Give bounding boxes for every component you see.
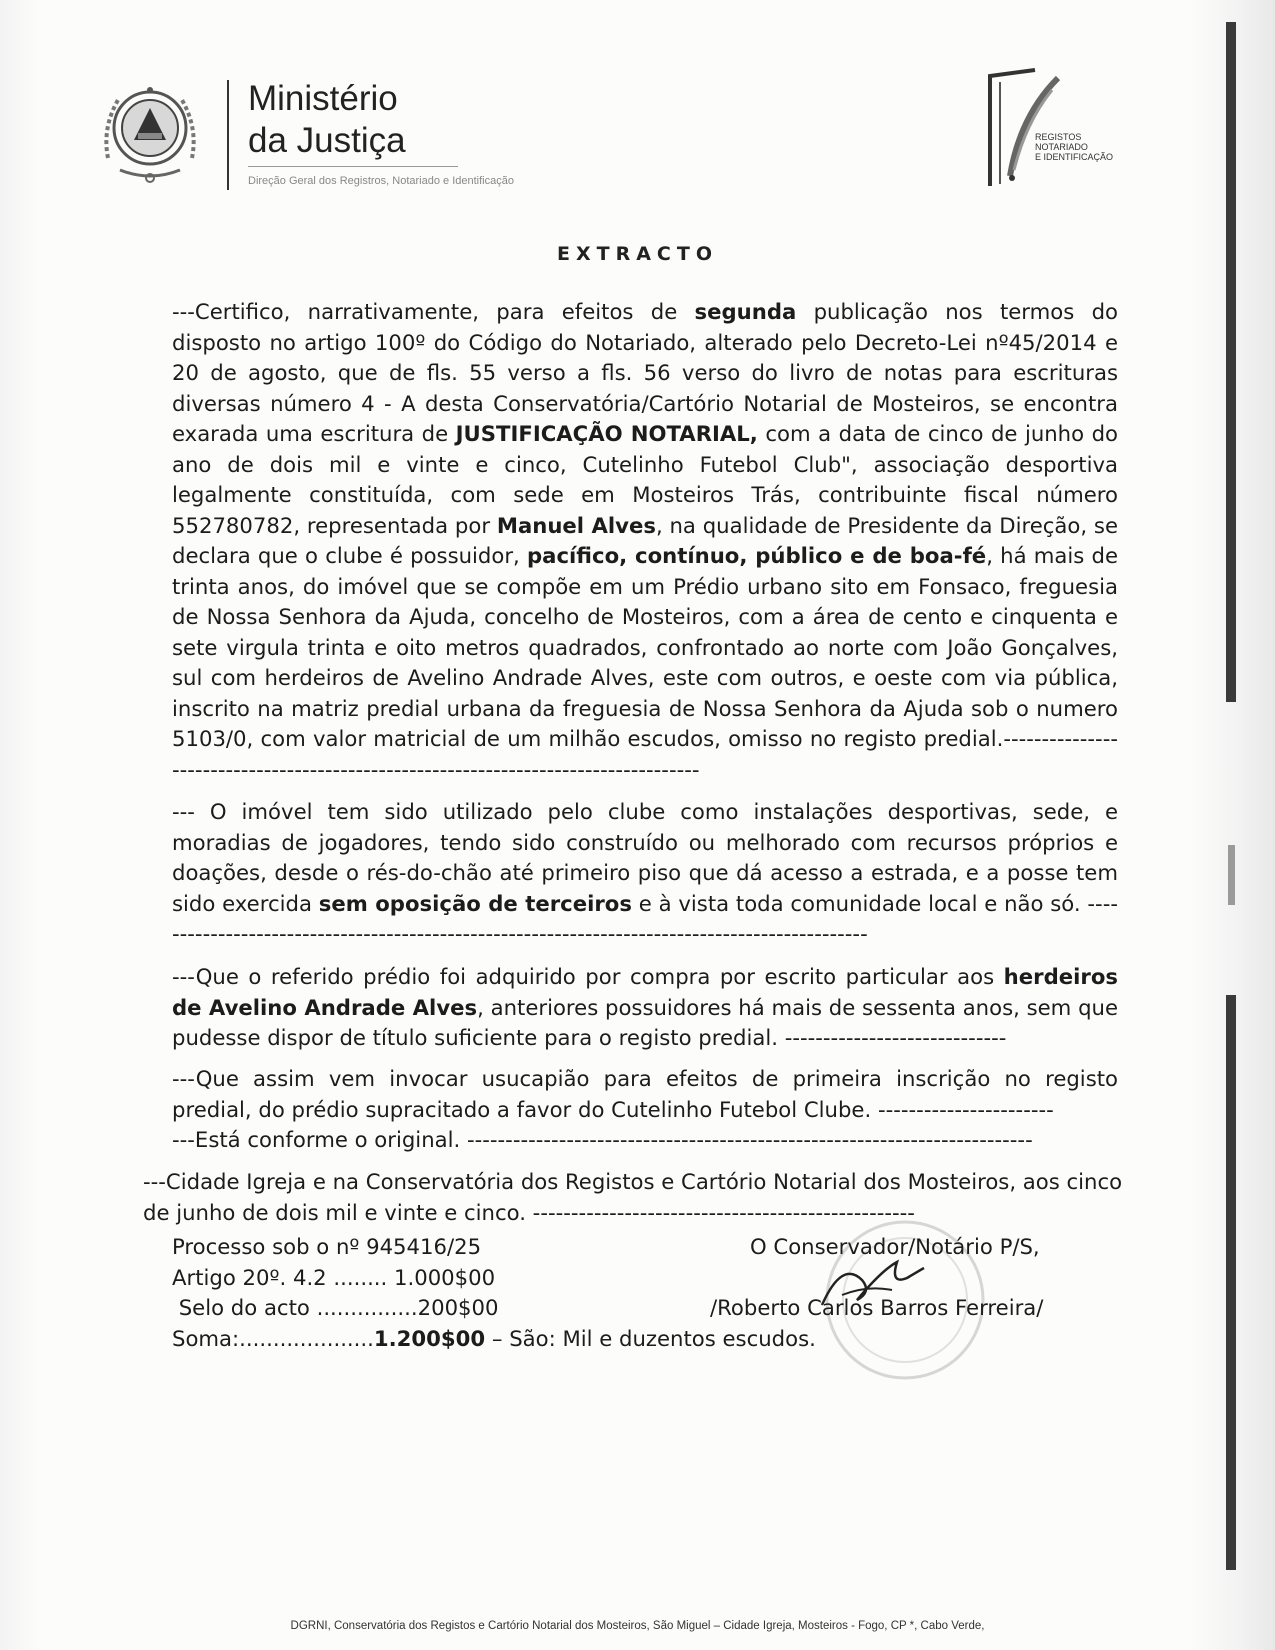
process-number: Processo sob o nº 945416/25 [172, 1234, 482, 1259]
p1-run-8: , há mais de trinta anos, do imóvel que se compõe em um Prédio urbano sito em Fonsaco, freguesia de Nossa Senhora da Ajuda, concelho de Mosteiros, com a área de cento e cinquenta e sete virgula trinta e oito metros quadrados, confrontado ao norte com João Gonçalves, sul com herdeiros de Avelino Andrade Alves, este com outros, e oeste com via pública, inscrito na matriz predial urbana da freguesia de Nossa Senhora da Ajuda sob o numero 5103/0, com valor matricial de um milhão escudos, omisso no registo predial.------------------------------------------------------------------------------------ [172, 543, 1119, 782]
p1-run-1: segunda [694, 299, 797, 324]
registos-logo-icon [980, 66, 1130, 196]
p3-run-2: , anteriores possuidores há mais de sessenta anos, sem que pudesse dispor de título suficiente para o registo predial. ----------------------------- [172, 994, 1118, 1050]
ministry-subtitle: Direção Geral dos Registros, Notariado e Identificação [248, 175, 514, 187]
p1-run-2: publicação nos termos do disposto no artigo 100º do Código do Notariado, alterado pelo Decreto-Lei nº45/2014 e 20 de agosto, que de fls. 55 verso a fls. 56 verso do livro de notas para escrituras diversas número 4 - A desta Conservatória/Cartório Notarial de Mosteiros, se encontra exarada uma escritura de [172, 299, 1118, 446]
paragraph-property-use [172, 797, 1118, 950]
paragraph-certification [172, 297, 1118, 785]
paragraph-acquisition [172, 962, 1118, 1054]
article-fee: Artigo 20º. 4.2 ........ 1.000$00 [172, 1264, 496, 1290]
paragraph-usucapiao [172, 1064, 1118, 1125]
p1-run-7: pacífico, contínuo, público e de boa-fé [527, 543, 987, 568]
p2-run-0: --- O imóvel tem sido utilizado pelo clube como instalações desportivas, sede, e moradias de jogadores, tendo sido construído ou melhorado com recursos próprios e doações, desde o rés-do-chão até primeiro piso que dá acesso a estrada, e a posse tem sido exercida [172, 799, 1118, 916]
page-footer: DGRNI, Conservatória dos Registos e Cartório Notarial dos Mosteiros, São Miguel – Cidade Igreja, Mosteiros - Fogo, CP *, Cabo Verde, [290, 1620, 985, 1632]
ministry-rule [248, 166, 458, 167]
fee-total-value: 1.200$00 [373, 1325, 486, 1351]
p6-run-0: ---Cidade Igreja e na Conservatória dos Registos e Cartório Notarial dos Mosteiros, aos cinco de junho de dois mil e vinte e cinco. -------------------------------------------------- [143, 1169, 1123, 1225]
scan-edge-bar-bottom [1226, 995, 1236, 1570]
scan-edge-bar-top [1226, 22, 1236, 702]
p4-run-0: ---Que assim vem invocar usucapião para efeitos de primeira inscrição no registo predial, do prédio supracitado a favor do Cutelinho Futebol Clube. ----------------------- [172, 1066, 1118, 1122]
p1-run-3: JUSTIFICAÇÃO NOTARIAL, [455, 421, 758, 446]
coat-of-arms-icon [100, 78, 200, 186]
p3-run-1: herdeiros de Avelino Andrade Alves [172, 964, 1118, 1020]
handwritten-signature-icon [812, 1250, 932, 1315]
p5-run-0: ---Está conforme o original. -------------------------------------------------------------------------- [172, 1127, 1033, 1152]
p1-run-6: , na qualidade de Presidente da Direção, se declara que o clube é possuidor, [172, 512, 1119, 568]
p2-run-1: sem oposição de terceiros [318, 890, 632, 916]
ministry-name: Ministério da Justiça [248, 79, 406, 160]
registos-logo-text: REGISTOS NOTARIADO E IDENTIFICAÇÃO [1035, 132, 1114, 162]
scan-edge-bar-middle [1228, 845, 1235, 905]
signer-title: O Conservador/Notário P/S, [750, 1234, 1040, 1259]
fee-total: Soma:....................1.200$00 – São: Mil e duzentos escudos. [172, 1325, 816, 1351]
header-divider [227, 80, 229, 190]
signer-name: /Roberto Carlos Barros Ferreira/ [710, 1294, 1044, 1320]
paragraph-conformity [172, 1125, 1118, 1156]
p1-run-0: ---Certifico, narrativamente, para efeitos de [172, 299, 695, 324]
p3-run-0: ---Que o referido prédio foi adquirido por compra por escrito particular aos [172, 964, 1004, 989]
p2-run-2: e à vista toda comunidade local e não só. ----------------------------------------------------------------------------------------------- [172, 890, 1118, 946]
p1-run-5: Manuel Alves [496, 512, 656, 538]
seal-fee: Selo do acto ...............200$00 [172, 1295, 499, 1320]
p1-run-4: com a data de cinco de junho do ano de dois mil e vinte e cinco, Cutelinho Futebol Club", associação desportiva legalmente constituída, com sede em Mosteiros Trás, contribuinte fiscal número 552780782, representada por [172, 421, 1118, 538]
document-title: EXTRACTO [557, 243, 718, 265]
